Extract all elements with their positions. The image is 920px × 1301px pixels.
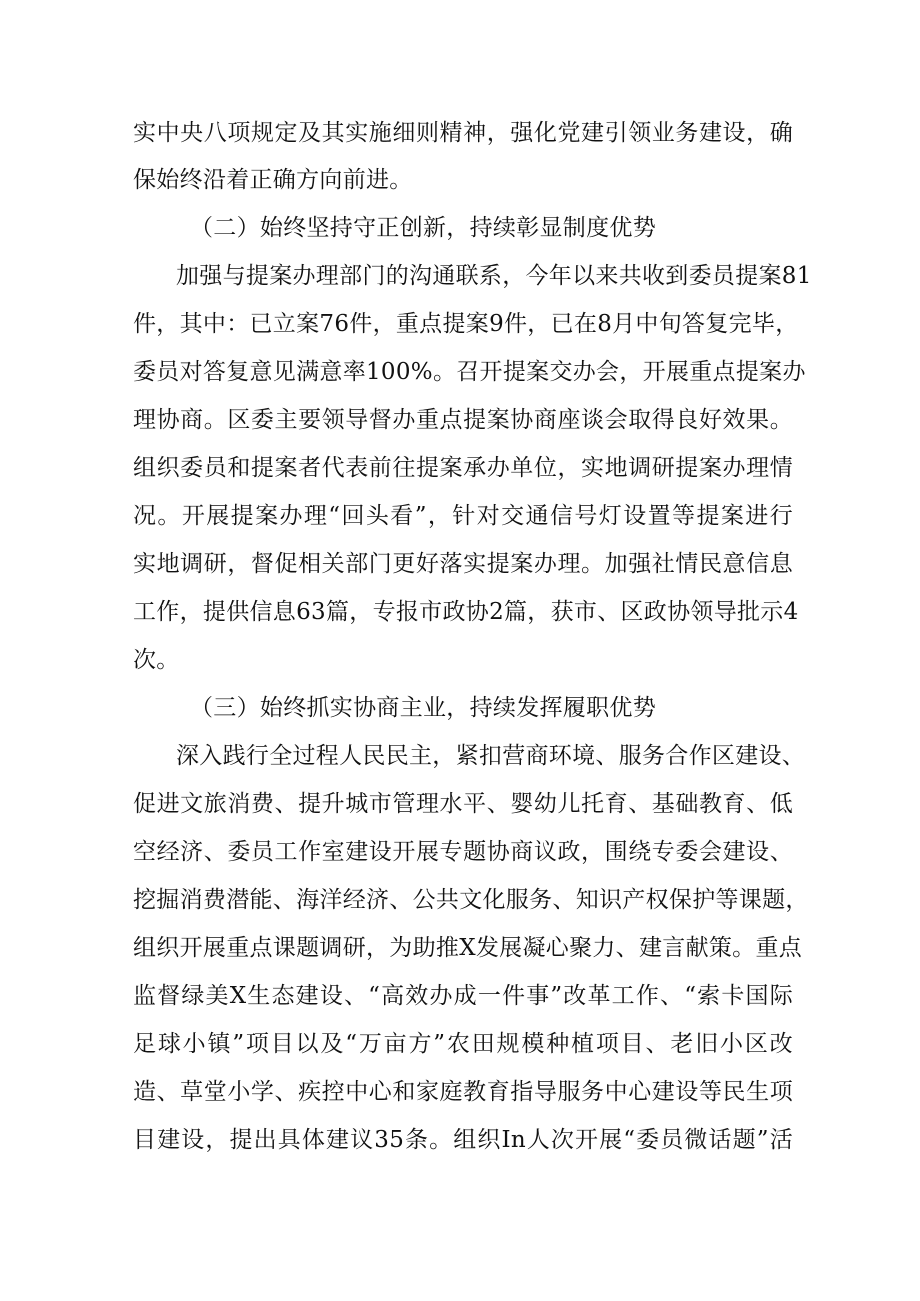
section-heading-2: （二）始终坚持守正创新，持续彰显制度优势 (190, 215, 656, 241)
paragraph-line: 委员对答复意见满意率100%。召开提案交办会，开展重点提案办 (133, 359, 806, 385)
paragraph-line: 工作，提供信息63篇，专报市政协2篇，获市、区政协领导批示4 (133, 599, 799, 625)
paragraph-line: 况。开展提案办理“回头看”，针对交通信号灯设置等提案进行 (133, 503, 793, 529)
paragraph-line: 目建设，提出具体建议35条。组织In人次开展“委员微话题”活 (133, 1127, 793, 1153)
section-heading-3: （三）始终抓实协商主业，持续发挥履职优势 (190, 695, 656, 721)
paragraph-line: 深入践行全过程人民民主，紧扣营商环境、服务合作区建设、 (176, 743, 806, 769)
paragraph-line: 保始终沿着正确方向前进。 (133, 167, 413, 193)
paragraph-line: 理协商。区委主要领导督办重点提案协商座谈会取得良好效果。 (133, 407, 793, 433)
paragraph-line: 实中央八项规定及其实施细则精神，强化党建引领业务建设，确 (133, 120, 793, 146)
paragraph-line: 加强与提案办理部门的沟通联系，今年以来共收到委员提案81 (176, 263, 812, 289)
paragraph-line: 组织开展重点课题调研，为助推X发展凝心聚力、建言献策。重点 (133, 935, 803, 961)
paragraph-line: 件，其中：已立案76件，重点提案9件，已在8月中旬答复完毕， (133, 311, 799, 337)
paragraph-line: 组织委员和提案者代表前往提案承办单位，实地调研提案办理情 (133, 455, 793, 481)
paragraph-line: 足球小镇”项目以及“万亩方”农田规模种植项目、老旧小区改 (133, 1031, 793, 1057)
paragraph-line: 次。 (133, 647, 180, 673)
paragraph-line: 挖掘消费潜能、海洋经济、公共文化服务、知识产权保护等课题， (133, 887, 809, 913)
paragraph-line: 造、草堂小学、疾控中心和家庭教育指导服务中心建设等民生项 (133, 1079, 793, 1105)
paragraph-line: 空经济、委员工作室建设开展专题协商议政，围绕专委会建设、 (133, 839, 793, 865)
paragraph-line: 促进文旅消费、提升城市管理水平、婴幼儿托育、基础教育、低 (133, 791, 793, 817)
paragraph-line: 实地调研，督促相关部门更好落实提案办理。加强社情民意信息 (133, 551, 793, 577)
paragraph-line: 监督绿美X生态建设、“高效办成一件事”改革工作、“索卡国际 (133, 983, 793, 1009)
